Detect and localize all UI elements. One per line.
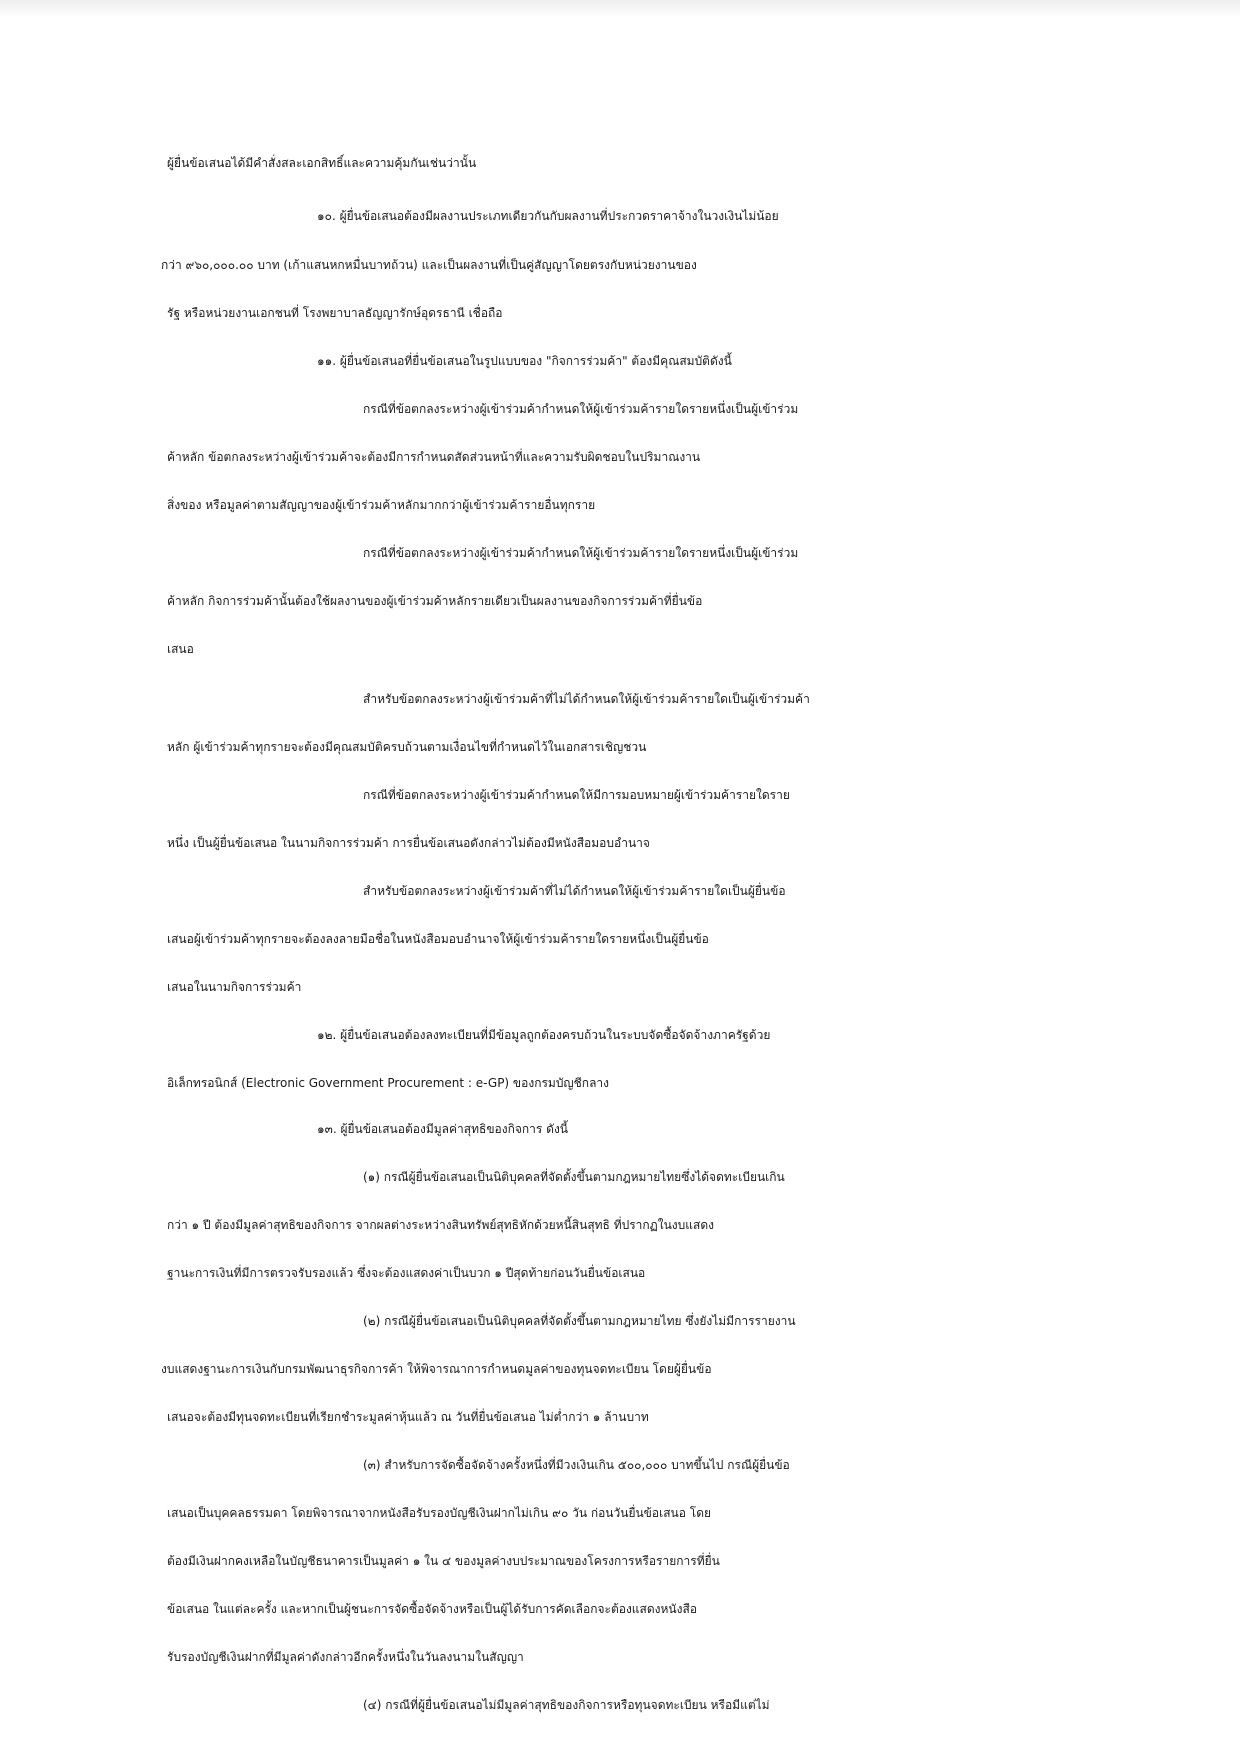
text-line: ๑๓. ผู้ยื่นข้อเสนอต้องมีมูลค่าสุทธิของกิจการ ดังนี้: [317, 1122, 569, 1136]
text-line: กว่า ๙๖๐,๐๐๐.๐๐ บาท (เก้าแสนหกหมื่นบาทถ้วน) และเป็นผลงานที่เป็นคู่สัญญาโดยตรงกับหน่วยงานของ: [161, 258, 697, 272]
text-line: ข้อเสนอ ในแต่ละครั้ง และหากเป็นผู้ชนะการจัดซื้อจัดจ้างหรือเป็นผู้ได้รับการคัดเลือกจะต้องแสดงหนังสือ: [167, 1602, 698, 1616]
text-line: เสนอในนามกิจการร่วมค้า: [167, 980, 302, 994]
text-line: รับรองบัญชีเงินฝากที่มีมูลค่าดังกล่าวอีกครั้งหนึ่งในวันลงนามในสัญญา: [167, 1650, 524, 1664]
text-line: ๑๐. ผู้ยื่นข้อเสนอต้องมีผลงานประเภทเดียวกันกับผลงานที่ประกวดราคาจ้างในวงเงินไม่น้อย: [317, 209, 779, 223]
text-line: (๑) กรณีผู้ยื่นข้อเสนอเป็นนิติบุคคลที่จัดตั้งขึ้นตามกฎหมายไทยซึ่งได้จดทะเบียนเกิน: [363, 1170, 785, 1184]
text-line: สำหรับข้อตกลงระหว่างผู้เข้าร่วมค้าที่ไม่ได้กำหนดให้ผู้เข้าร่วมค้ารายใดเป็นผู้ยื่นข้อ: [363, 884, 786, 898]
text-line: ๑๒. ผู้ยื่นข้อเสนอต้องลงทะเบียนที่มีข้อมูลถูกต้องครบถ้วนในระบบจัดซื้อจัดจ้างภาครัฐด้วย: [317, 1028, 771, 1042]
text-line: สิ่งของ หรือมูลค่าตามสัญญาของผู้เข้าร่วมค้าหลักมากกว่าผู้เข้าร่วมค้ารายอื่นทุกราย: [167, 498, 596, 512]
text-line: กรณีที่ข้อตกลงระหว่างผู้เข้าร่วมค้ากำหนดให้ผู้เข้าร่วมค้ารายใดรายหนึ่งเป็นผู้เข้าร่วม: [363, 546, 799, 560]
text-line: ๑๑. ผู้ยื่นข้อเสนอที่ยื่นข้อเสนอในรูปแบบของ "กิจการร่วมค้า" ต้องมีคุณสมบัติดังนี้: [317, 354, 732, 368]
text-line: กว่า ๑ ปี ต้องมีมูลค่าสุทธิของกิจการ จากผลต่างระหว่างสินทรัพย์สุทธิหักด้วยหนี้สินสุทธิ ที่ปรากฏในงบแสดง: [167, 1218, 714, 1232]
text-line: เสนอ: [167, 642, 194, 656]
text-line: ฐานะการเงินที่มีการตรวจรับรองแล้ว ซึ่งจะต้องแสดงค่าเป็นบวก ๑ ปีสุดท้ายก่อนวันยื่นข้อเสนอ: [167, 1266, 646, 1280]
text-line: (๒) กรณีผู้ยื่นข้อเสนอเป็นนิติบุคคลที่จัดตั้งขึ้นตามกฎหมายไทย ซึ่งยังไม่มีการรายงาน: [363, 1314, 796, 1328]
text-line: (๔) กรณีที่ผู้ยื่นข้อเสนอไม่มีมูลค่าสุทธิของกิจการหรือทุนจดทะเบียน หรือมีแต่ไม่: [363, 1698, 770, 1712]
text-line: หลัก ผู้เข้าร่วมค้าทุกรายจะต้องมีคุณสมบัติครบถ้วนตามเงื่อนไขที่กำหนดไว้ในเอกสารเชิญชวน: [167, 740, 647, 754]
text-line: ค้าหลัก กิจการร่วมค้านั้นต้องใช้ผลงานของผู้เข้าร่วมค้าหลักรายเดียวเป็นผลงานของกิจการร่วมค้าที่ยื่นข้อ: [167, 594, 703, 608]
text-line: (๓) สำหรับการจัดซื้อจัดจ้างครั้งหนึ่งที่มีวงเงินเกิน ๕๐๐,๐๐๐ บาทขึ้นไป กรณีผู้ยื่นข้อ: [363, 1458, 790, 1472]
text-line: เสนอจะต้องมีทุนจดทะเบียนที่เรียกชำระมูลค่าหุ้นแล้ว ณ วันที่ยื่นข้อเสนอ ไม่ต่ำกว่า ๑ ล้านบาท: [167, 1410, 649, 1424]
scan-edge-shadow: [0, 0, 1240, 18]
text-line: ค้าหลัก ข้อตกลงระหว่างผู้เข้าร่วมค้าจะต้องมีการกำหนดสัดส่วนหน้าที่และความรับผิดชอบในปริมาณงาน: [167, 450, 701, 464]
text-line: กรณีที่ข้อตกลงระหว่างผู้เข้าร่วมค้ากำหนดให้มีการมอบหมายผู้เข้าร่วมค้ารายใดราย: [363, 788, 790, 802]
text-line: เสนอเป็นบุคคลธรรมดา โดยพิจารณาจากหนังสือรับรองบัญชีเงินฝากไม่เกิน ๙๐ วัน ก่อนวันยื่นข้อเสนอ โดย: [167, 1506, 712, 1520]
text-line: กรณีที่ข้อตกลงระหว่างผู้เข้าร่วมค้ากำหนดให้ผู้เข้าร่วมค้ารายใดรายหนึ่งเป็นผู้เข้าร่วม: [363, 402, 799, 416]
text-line: รัฐ หรือหน่วยงานเอกชนที่ โรงพยาบาลธัญญารักษ์อุดรธานี เชื่อถือ: [167, 306, 503, 320]
text-line: ผู้ยื่นข้อเสนอได้มีคำสั่งสละเอกสิทธิ์และความคุ้มกันเช่นว่านั้น: [167, 156, 477, 170]
text-line: หนึ่ง เป็นผู้ยื่นข้อเสนอ ในนามกิจการร่วมค้า การยื่นข้อเสนอดังกล่าวไม่ต้องมีหนังสือมอบอำนาจ: [167, 836, 650, 850]
text-line: ต้องมีเงินฝากคงเหลือในบัญชีธนาคารเป็นมูลค่า ๑ ใน ๔ ของมูลค่างบประมาณของโครงการหรือรายการที่ยื่น: [167, 1554, 720, 1568]
text-line: อิเล็กทรอนิกส์ (Electronic Government Procurement : e-GP) ของกรมบัญชีกลาง: [167, 1076, 610, 1090]
text-line: เสนอผู้เข้าร่วมค้าทุกรายจะต้องลงลายมือชื่อในหนังสือมอบอำนาจให้ผู้เข้าร่วมค้ารายใดรายหนึ่งเป็นผู้ยื่นข้อ: [167, 932, 709, 946]
text-line: งบแสดงฐานะการเงินกับกรมพัฒนาธุรกิจการค้า ให้พิจารณาการกำหนดมูลค่าของทุนจดทะเบียน โดยผู้ยื่นข้อ: [161, 1362, 712, 1376]
text-line: สำหรับข้อตกลงระหว่างผู้เข้าร่วมค้าที่ไม่ได้กำหนดให้ผู้เข้าร่วมค้ารายใดเป็นผู้เข้าร่วมค้า: [363, 692, 810, 706]
